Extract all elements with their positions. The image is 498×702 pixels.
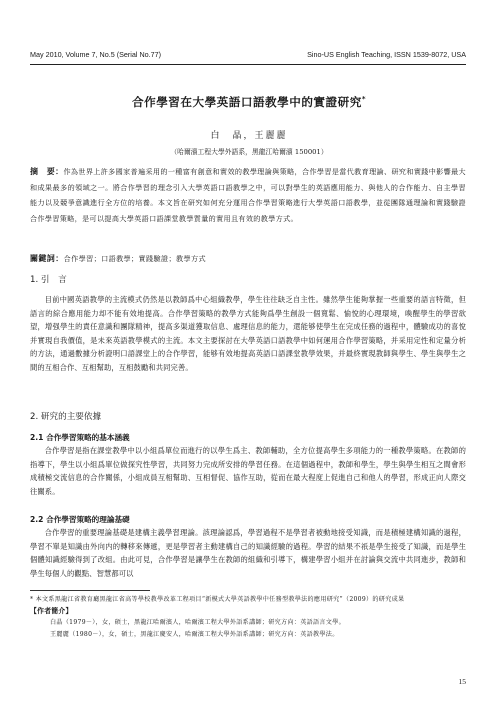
- abstract-text: 作為世界上許多國家普遍采用的一種富有創意和實效的教學理論與策略，合作學習是當代教育理論、研究和實踐中影響最大和成果最多的領域之一。將合作學習的理念引入大學英語口語教學之中，可以對學生的英語應用能力、與他人的合作能力、自主學習能力以及競爭意識進行全方位的培養。本文旨在研究如何充分運用合作學習策略進行大學英語口語教學，並從團隊通理論和實踐驗證合作學習策略，是可以提高大學英語口語課堂教學質量的實用且有效的教學方式。: [30, 167, 466, 223]
- title-footnote-mark: *: [361, 95, 366, 104]
- journal-name: Sino-US English Teaching, ISSN 1539-8072, USA: [307, 50, 466, 59]
- section-heading-intro: 1. 引 言: [30, 275, 67, 285]
- footnote-fund: * 本文系黑龍江省教育廳黑龍江省高等學校教學改革工程項目“新模式大學英語教學中任務型教學法的應用研究”（2009）的研究成果: [30, 596, 405, 603]
- journal-issue: May 2010, Volume 7, No.5 (Serial No.77): [30, 50, 162, 59]
- authors: 白 晶，王麗麗: [210, 131, 288, 141]
- running-header: [30, 50, 466, 62]
- keywords: [30, 253, 466, 264]
- footnote: [30, 594, 466, 640]
- page-number: 15: [458, 677, 466, 686]
- paragraph-2-2: 合作學習的重要理論基礎是建構主義學習理論。該理論認爲，學習過程不是學習者被動地接受知識，而是積極建構知識的過程，學習不單是知識由外向内的轉移來傳遞，更是學習者主動建構自己的知識經驗的過程。學習的結果不祇是學生接受了知識，而是學生個體知識經驗得到了改組。由此可見，合作學習是讓學生在教師的組織和引導下，構建學習小組并在討論與交流中共同進步，教師和學生每個人的觀點、智慧都可以: [30, 528, 466, 578]
- header-rule: [30, 64, 466, 65]
- affiliation: （哈爾濱工程大學外語系，黑龍江哈爾濱 150001）: [170, 148, 328, 156]
- paragraph-2-1: 合作學習是指在課堂教學中以小組爲單位而進行的以學生爲主、教師輔助，全方位提高學生多項能力的一種教學策略。在教師的指導下，學生以小組爲單位做探究性學習，共同努力完成所安排的學習任務。在這個過程中，教師和學生，學生與學生相互之間會形成積極交流信息的合作關係，小組成員互相幫助、互相督促、協作互助，從而在最大程度上促進自己和他人的學習，形成正向人際交往關系。: [30, 446, 466, 496]
- keywords-label: 關鍵詞：: [30, 254, 64, 263]
- subsection-heading-2-1: 2.1 合作學習策略的基本涵義: [30, 433, 130, 442]
- section-heading-basis: 2. 研究的主要依據: [30, 412, 102, 422]
- keywords-text: 合作學習；口語教學；實踐驗證；教學方式: [63, 254, 206, 263]
- intro-paragraph: 目前中國英語教學的主流模式仍然是以教師爲中心組織教學，學生往往缺乏自主性。雖然學生能夠掌握一些重要的語言特徵，但語言的綜合應用能力却不能有效地提高。合作學習策略的教學方式能夠爲學生創設一個寬鬆、愉悅的心理環境，喚醒學生的學習欲望，增强學生的責任意識和團隊精神，提高多渠道獲取信息、處理信息的能力，還能够使學生在完成任務的過程中，體驗成功的喜悅并實現自我價值，是未來英語教學模式的主流。本文主要探討在大學英語口語教學中如何運用合作學習策略，并采用定性和定量分析的方法，通過數據分析證明口語課堂上的合作學習，能够有效地提高英語口語課堂教學效果，并最終實現教師與學生、學生與學生之間的互相合作、互相幫助，互相鼓勵和共同完善。: [30, 295, 466, 372]
- subsection-heading-2-2: 2.2 合作學習策略的理論基礎: [30, 515, 130, 524]
- footnote-author-heading: 【作者簡介】: [30, 606, 73, 615]
- paper-title: [0, 94, 498, 110]
- footnote-rule: [30, 590, 150, 591]
- title-text: 合作學習在大學英語口語教學中的實證研究: [132, 95, 362, 109]
- abstract: [30, 164, 466, 226]
- footnote-author-2: 王麗麗（1980－），女，碩士，黑龍江慶安人，哈爾濱工程大學外語系講師；研究方向：英語教學法。: [50, 630, 339, 638]
- footnote-author-1: 白晶（1979－），女，碩士，黑龍江哈爾濱人，哈爾濱工程大學外語系講師；研究方向：英語語言文學。: [50, 619, 345, 626]
- abstract-label: 摘 要：: [30, 167, 64, 176]
